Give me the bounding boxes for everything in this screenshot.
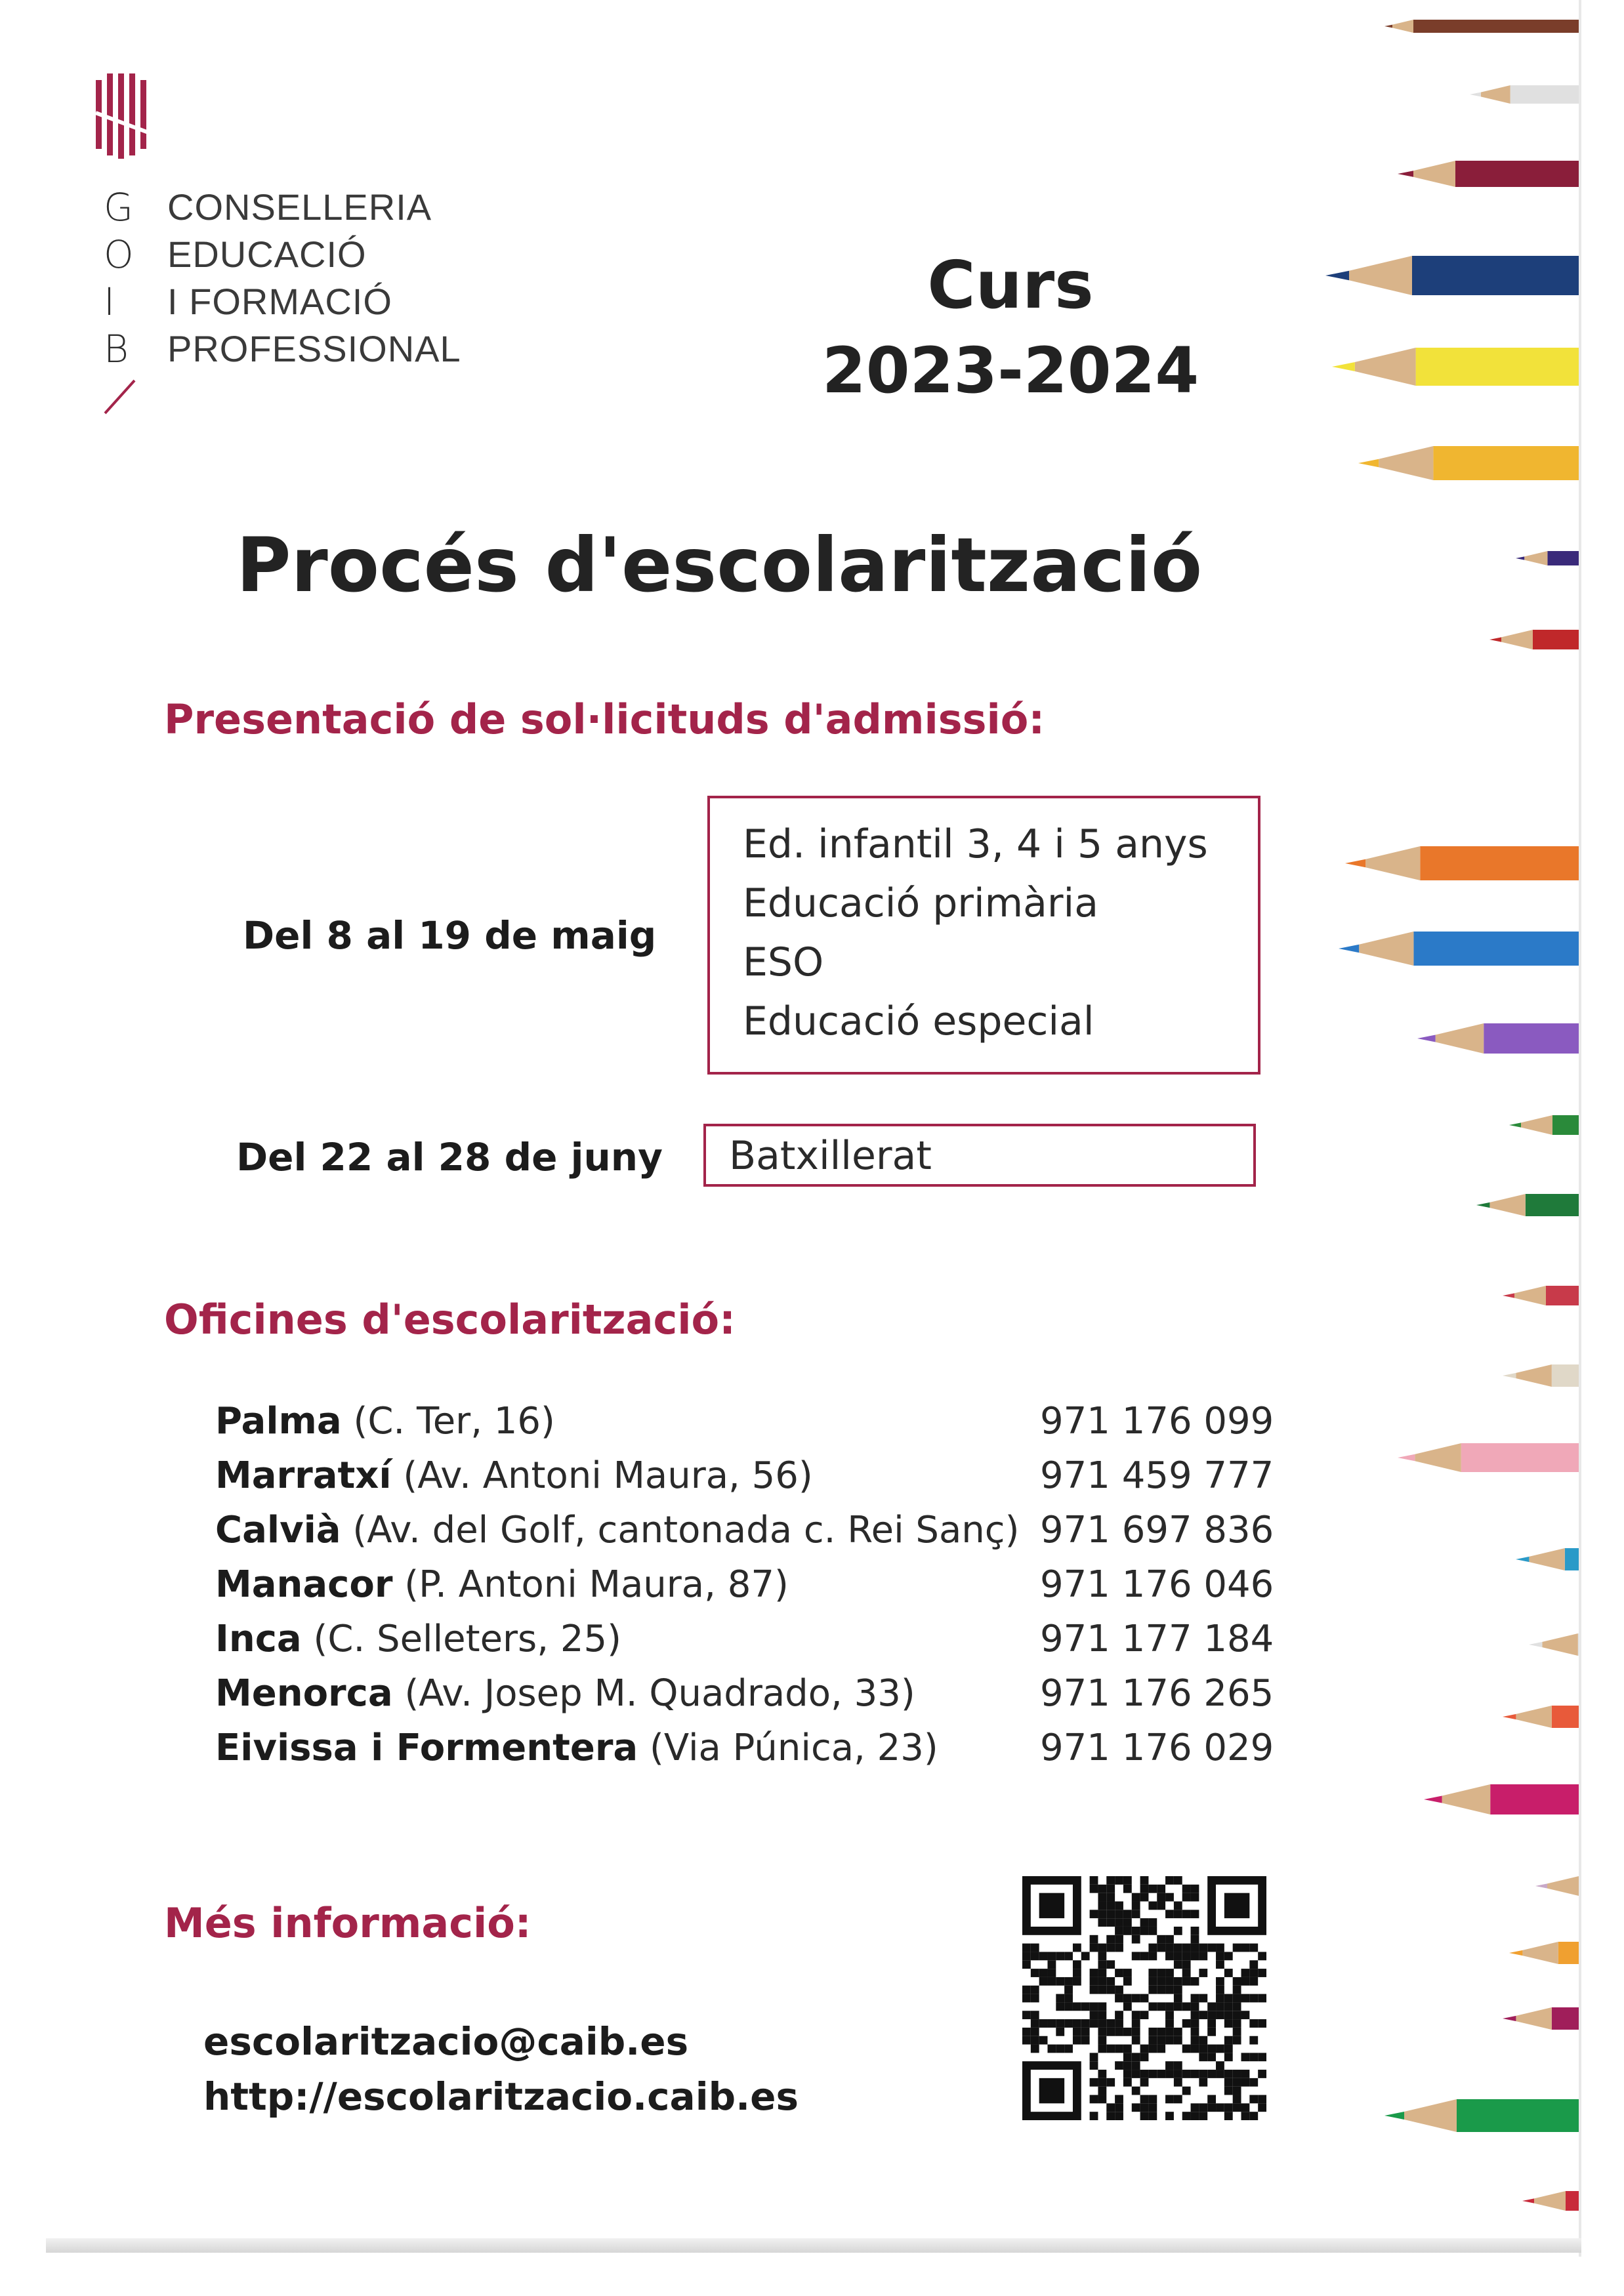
office-row <box>215 1557 1019 1612</box>
period-dates-may: Del 8 al 19 de maig <box>243 913 657 958</box>
logo-letter: G <box>104 185 133 230</box>
office-phone: 971 459 777 <box>1040 1454 1274 1497</box>
office-list <box>215 1394 1019 1775</box>
pencil-shape <box>1503 2007 1581 2030</box>
pencil-shape <box>1522 2191 1581 2211</box>
office-name: Calvià <box>215 1509 341 1551</box>
pencil-shape <box>1417 1023 1581 1054</box>
office-phone: 971 176 029 <box>1040 1727 1274 1769</box>
pencil-shape <box>1398 1443 1581 1472</box>
logo-letter: B <box>104 327 129 371</box>
department-line: CONSELLERIA <box>167 186 432 228</box>
office-phone: 971 176 046 <box>1040 1563 1274 1606</box>
office-address: (Av. Josep M. Quadrado, 33) <box>392 1672 915 1715</box>
pencil-shape <box>1424 1784 1581 1814</box>
pencil-shape <box>1509 1942 1581 1964</box>
office-name: Palma <box>215 1400 342 1443</box>
level-item: ESO <box>743 939 824 985</box>
pencil-shape <box>1358 446 1581 480</box>
office-address: (Av. Antoni Maura, 56) <box>391 1454 813 1497</box>
pencil-shape <box>1489 630 1581 649</box>
page-title: Procés d'escolarització <box>236 522 1203 609</box>
course-label: Curs <box>927 247 1094 323</box>
office-row <box>215 1394 1019 1448</box>
course-year <box>814 243 1207 413</box>
department-line: EDUCACIÓ <box>167 234 367 275</box>
offices-heading: Oficines d'escolarització: <box>164 1296 736 1343</box>
office-row <box>215 1666 1019 1721</box>
pencil-shape <box>1398 161 1581 187</box>
more-info-heading: Més informació: <box>164 1899 531 1947</box>
office-row <box>215 1503 1019 1557</box>
level-item: Batxillerat <box>729 1133 932 1179</box>
office-row <box>215 1448 1019 1503</box>
office-name: Menorca <box>215 1672 393 1715</box>
level-item: Educació especial <box>743 998 1094 1044</box>
logo-slash <box>102 377 141 417</box>
pencil-shape <box>1385 2099 1581 2132</box>
pencil-shape <box>1529 1633 1581 1656</box>
office-name: Inca <box>215 1618 302 1660</box>
pencil-shape <box>1516 1548 1581 1570</box>
office-address: (Av. del Golf, cantonada c. Rei Sanç) <box>341 1509 1020 1551</box>
applications-heading: Presentació de sol·licituds d'admissió: <box>164 695 1045 743</box>
pencil-shape <box>1503 1706 1581 1728</box>
pencil-shape <box>1470 85 1581 104</box>
logo-letter: I <box>104 279 115 324</box>
office-name: Marratxí <box>215 1454 392 1497</box>
pencil-shape <box>1503 1286 1581 1305</box>
office-name: Manacor <box>215 1563 393 1606</box>
office-row <box>215 1721 1019 1775</box>
pencil-shape <box>1503 1364 1581 1387</box>
pencil-shape <box>1332 348 1581 386</box>
office-name: Eivissa i Formentera <box>215 1727 638 1769</box>
office-phones <box>1040 1394 1274 1775</box>
period-levels-box <box>703 1124 1256 1187</box>
office-phone: 971 177 184 <box>1040 1618 1274 1660</box>
office-address: (P. Antoni Maura, 87) <box>392 1563 789 1606</box>
pencil-shape <box>1535 1876 1581 1896</box>
pencil-shape <box>1339 932 1581 966</box>
department-name <box>167 184 461 373</box>
office-address: (Via Púnica, 23) <box>638 1727 938 1769</box>
qr-code-icon[interactable] <box>1022 1876 1266 2120</box>
pencil-shape <box>1385 20 1581 33</box>
department-line: I FORMACIÓ <box>167 281 392 322</box>
course-years: 2023-2024 <box>822 334 1199 407</box>
period-levels-box <box>707 796 1260 1075</box>
pencil-shape <box>1325 256 1581 295</box>
department-line: PROFESSIONAL <box>167 328 461 369</box>
pencil-shape <box>1476 1194 1581 1216</box>
level-item: Educació primària <box>743 880 1098 926</box>
office-phone: 971 697 836 <box>1040 1509 1274 1551</box>
office-phone: 971 176 099 <box>1040 1400 1274 1443</box>
level-item: Ed. infantil 3, 4 i 5 anys <box>743 821 1208 867</box>
colored-pencils-decoration <box>1325 0 1581 2296</box>
goib-letters <box>104 184 134 373</box>
office-row <box>215 1612 1019 1666</box>
period-dates-june: Del 22 al 28 de juny <box>236 1135 663 1179</box>
goib-shield-logo <box>96 73 148 159</box>
office-phone: 971 176 265 <box>1040 1672 1274 1715</box>
website-link[interactable]: http://escolaritzacio.caib.es <box>203 2074 799 2119</box>
pencil-shape <box>1509 1115 1581 1135</box>
email-link[interactable]: escolaritzacio@caib.es <box>203 2019 689 2064</box>
bottom-border <box>46 2238 1581 2253</box>
office-address: (C. Selleters, 25) <box>301 1618 621 1660</box>
logo-letter: O <box>104 232 134 277</box>
contact-block <box>203 2014 799 2124</box>
pencil-shape <box>1516 551 1581 565</box>
pencil-shape <box>1345 846 1581 880</box>
page-edge <box>1579 0 1581 2257</box>
office-address: (C. Ter, 16) <box>341 1400 555 1443</box>
